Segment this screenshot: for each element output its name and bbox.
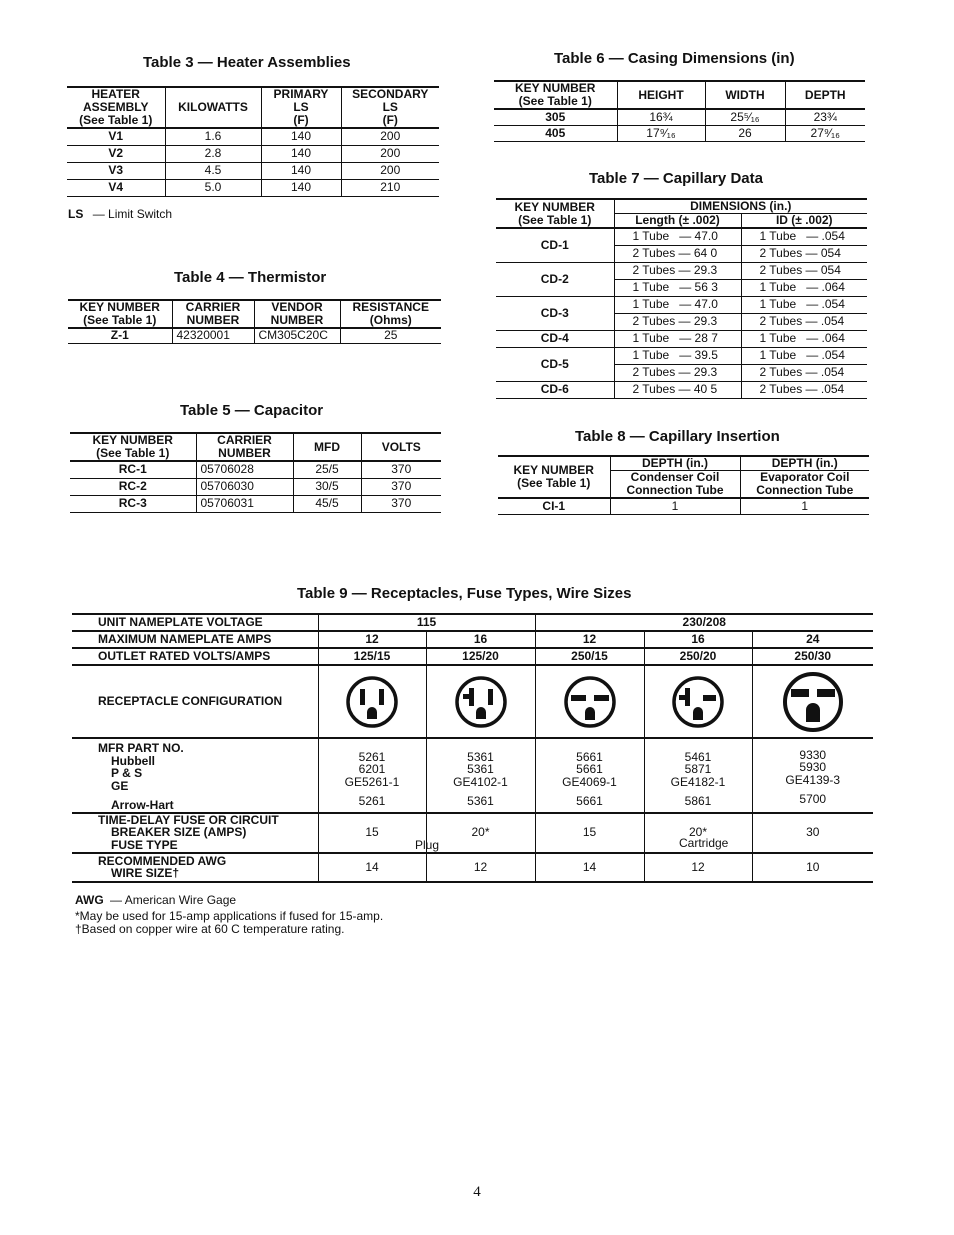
t7-length-cell: 1 Tube — 39.5 [614, 347, 741, 364]
mfr-part: 5361 [467, 794, 494, 809]
header-line: (Ohms) [369, 313, 412, 327]
t7-group-header: DIMENSIONS (in.) [614, 199, 867, 214]
fuse-row [72, 813, 873, 853]
nema-6-30-receptacle-icon [781, 670, 845, 734]
mfr-row [72, 738, 873, 813]
amps-cell: 12 [318, 631, 426, 648]
fuse-cell: 20* [644, 813, 752, 853]
t3-cell: 210 [341, 179, 439, 196]
table7 [496, 198, 867, 399]
t5-header-0 [70, 433, 196, 461]
receptacle-cell [752, 665, 873, 738]
t7-id-cell: 1 Tube — .054 [741, 296, 867, 313]
t3-cell: V1 [67, 128, 165, 145]
t7-id-cell: 2 Tubes — 054 [741, 245, 867, 262]
t6-header-0 [494, 81, 617, 109]
awg-label-line: WIRE SIZE† [111, 866, 180, 880]
t4-header-3 [340, 300, 441, 328]
t7-key-header-line: (See Table 1) [518, 212, 592, 227]
t7-id-cell: 2 Tubes — .054 [741, 313, 867, 330]
t3-cell: 200 [341, 145, 439, 162]
table9-title: Table 9 — Receptacles, Fuse Types, Wire Sizes [297, 585, 632, 602]
table-row [496, 330, 867, 347]
voltage-230-208: 230/208 [535, 614, 873, 631]
mfr-part: 6201 [358, 762, 386, 777]
mfr-cell [535, 738, 644, 813]
fuse-type-plug: Plug [415, 838, 440, 852]
t8-sub-line: Condenser Coil [630, 470, 720, 484]
receptacle-cell [426, 665, 535, 738]
table3 [67, 86, 439, 197]
header-line: MFD [314, 439, 340, 454]
table8 [498, 455, 869, 515]
outlet-cell: 125/15 [318, 648, 426, 665]
fuse-cell: 30 [752, 813, 873, 853]
voltage-115: 115 [318, 614, 535, 631]
t5-header-1 [196, 433, 293, 461]
t3-cell: 1.6 [165, 128, 261, 145]
t7-length-cell: 1 Tube — 47.0 [614, 228, 741, 245]
header-line: NUMBER [186, 313, 240, 327]
t5-cell: 25/5 [293, 461, 361, 478]
outlet-row [72, 648, 873, 665]
t6-header-3 [785, 81, 865, 109]
t5-cell: RC-2 [70, 478, 196, 495]
awg-footnote-key: AWG [75, 893, 104, 907]
table-row [498, 498, 869, 514]
t5-cell: 370 [361, 478, 441, 495]
nema-6-15-receptacle-icon [562, 674, 618, 730]
t6-cell: 305 [494, 109, 617, 125]
t4-header-0 [68, 300, 172, 328]
table-row [68, 328, 441, 343]
fuse-label-line: FUSE TYPE [111, 837, 178, 852]
awg-cell: 14 [318, 853, 426, 882]
outlet-cell: 250/30 [752, 648, 873, 665]
mfr-label-line: Arrow-Hart [111, 798, 174, 812]
t8-condenser-sub-header [610, 471, 740, 499]
dagger-footnote: †Based on copper wire at 60 C temperature rating. [75, 922, 345, 936]
t6-cell: 23¾ [785, 109, 865, 125]
t5-cell: 05706030 [196, 478, 293, 495]
t3-cell: V2 [67, 145, 165, 162]
t7-key-cell: CD-4 [496, 330, 614, 347]
t8-sub-line: Connection Tube [756, 483, 854, 497]
t6-header-1 [617, 81, 705, 109]
mfr-part: 5871 [684, 762, 712, 777]
t5-cell: 45/5 [293, 495, 361, 512]
awg-cell: 10 [752, 853, 873, 882]
fuse-label [72, 813, 318, 853]
mfr-part: GE4102-1 [453, 774, 508, 789]
fuse-cell: 15 [318, 813, 426, 853]
table9 [72, 613, 873, 883]
mfr-part: 5361 [467, 749, 494, 764]
t7-id-cell: 2 Tubes — .054 [741, 364, 867, 381]
header-line: (See Table 1) [518, 94, 592, 108]
header-line: CARRIER [217, 433, 272, 447]
outlet-label: OUTLET RATED VOLTS/AMPS [72, 648, 318, 665]
header-line: HEIGHT [638, 87, 684, 102]
fuse-type-cartridge: Cartridge [679, 836, 729, 850]
header-line: (F) [382, 113, 398, 127]
t3-cell: V3 [67, 162, 165, 179]
table5 [70, 432, 441, 513]
amps-cell: 12 [535, 631, 644, 648]
fuse-label-line: TIME-DELAY FUSE OR CIRCUIT [98, 812, 279, 827]
t5-cell: RC-3 [70, 495, 196, 512]
awg-label-line: RECOMMENDED AWG [98, 853, 227, 868]
t8-evaporator-depth-header: DEPTH (in.) [740, 456, 869, 471]
t5-cell: 05706028 [196, 461, 293, 478]
header-line: HEATER [91, 87, 140, 101]
t7-length-cell: 2 Tubes — 40 5 [614, 381, 741, 398]
t4-cell: CM305C20C [254, 328, 340, 343]
t7-length-cell: 2 Tubes — 64 0 [614, 245, 741, 262]
t7-key-cell: CD-6 [496, 381, 614, 398]
nema-5-15-receptacle-icon [344, 674, 400, 730]
awg-cell: 12 [644, 853, 752, 882]
awg-cell: 12 [426, 853, 535, 882]
mfr-cell [426, 738, 535, 813]
t4-header-1 [172, 300, 254, 328]
t7-length-cell: 2 Tubes — 29.3 [614, 313, 741, 330]
header-line: KEY NUMBER [92, 433, 173, 447]
table-row [496, 296, 867, 313]
amps-cell: 24 [752, 631, 873, 648]
t7-key-cell: CD-5 [496, 347, 614, 381]
mfr-part: GE4182-1 [670, 774, 726, 789]
t7-length-cell: 1 Tube — 28 7 [614, 330, 741, 347]
t3-cell: 4.5 [165, 162, 261, 179]
table-row [70, 461, 441, 478]
mfr-part: GE5261-1 [344, 774, 400, 789]
mfr-part: 5930 [799, 760, 827, 775]
t6-header-2 [705, 81, 785, 109]
t7-id-cell: 1 Tube — .064 [741, 279, 867, 296]
header-line: KEY NUMBER [79, 300, 160, 314]
table3-title: Table 3 — Heater Assemblies [143, 54, 351, 71]
t3-cell: 140 [261, 162, 341, 179]
table6-title: Table 6 — Casing Dimensions (in) [554, 50, 795, 67]
t7-key-header [496, 199, 614, 228]
mfr-label-line: Hubbell [111, 753, 155, 768]
header-line: NUMBER [270, 313, 324, 327]
header-line: DEPTH [804, 87, 846, 102]
t3-cell: 140 [261, 128, 341, 145]
header-line: KILOWATTS [178, 100, 248, 114]
mfr-part: 5461 [684, 749, 712, 764]
header-line: LS [293, 100, 309, 114]
receptacle-row [72, 665, 873, 738]
mfr-part: 5261 [358, 749, 386, 764]
ls-footnote-key: LS [68, 207, 84, 221]
mfr-part: 5661 [576, 762, 603, 777]
t7-id-cell: 1 Tube — .064 [741, 330, 867, 347]
t3-cell: 200 [341, 128, 439, 145]
t3-header-2 [261, 87, 341, 128]
amps-cell: 16 [426, 631, 535, 648]
t5-cell: 05706031 [196, 495, 293, 512]
t7-length-cell: 1 Tube — 56 3 [614, 279, 741, 296]
header-line: KEY NUMBER [515, 81, 596, 95]
mfr-part: 5661 [576, 749, 603, 764]
mfr-cell [644, 738, 752, 813]
t7-id-cell: 1 Tube — .054 [741, 347, 867, 364]
header-line: PRIMARY [273, 87, 329, 101]
table-row [496, 262, 867, 279]
outlet-cell: 250/20 [644, 648, 752, 665]
table4-title: Table 4 — Thermistor [174, 269, 327, 286]
table-row [67, 145, 439, 162]
page-number: 4 [473, 1184, 481, 1200]
t3-header-1 [165, 87, 261, 128]
t8-evaporator-depth-cell: 1 [740, 498, 869, 514]
ls-footnote [68, 207, 172, 221]
t7-id-cell: 2 Tubes — .054 [741, 381, 867, 398]
t7-length-cell: 2 Tubes — 29.3 [614, 262, 741, 279]
t6-cell: 27⁹⁄₁₆ [785, 125, 865, 141]
mfr-cell [752, 738, 873, 813]
table-row [496, 347, 867, 364]
mfr-label-line: MFR PART NO. [98, 741, 184, 755]
header-line: VOLTS [381, 439, 421, 454]
t7-length-header: Length (± .002) [614, 214, 741, 229]
awg-row [72, 853, 873, 882]
t5-header-2 [293, 433, 361, 461]
max-amps-label: MAXIMUM NAMEPLATE AMPS [72, 631, 318, 648]
t6-cell: 26 [705, 125, 785, 141]
t3-cell: 2.8 [165, 145, 261, 162]
mfr-label-line: P & S [111, 766, 143, 780]
t3-cell: V4 [67, 179, 165, 196]
t7-key-cell: CD-2 [496, 262, 614, 296]
t6-cell: 405 [494, 125, 617, 141]
table-row [67, 179, 439, 196]
t5-cell: RC-1 [70, 461, 196, 478]
table-row [70, 495, 441, 512]
header-line: SECONDARY [352, 87, 429, 101]
receptacle-cell [318, 665, 426, 738]
mfr-part: 9330 [799, 747, 827, 762]
mfr-label-line: GE [111, 778, 129, 793]
table-row [496, 228, 867, 245]
table-row [67, 162, 439, 179]
t7-key-cell: CD-1 [496, 228, 614, 262]
header-line: VENDOR [271, 300, 323, 314]
mfr-part: 5861 [684, 794, 712, 809]
t5-cell: 370 [361, 461, 441, 478]
t3-header-0 [67, 87, 165, 128]
awg-footnote-text: — American Wire Gage [110, 893, 237, 907]
table8-title: Table 8 — Capillary Insertion [575, 428, 780, 445]
mfr-cell [318, 738, 426, 813]
awg-footnote [75, 893, 236, 907]
nema-5-20-receptacle-icon [453, 674, 509, 730]
t3-cell: 140 [261, 145, 341, 162]
t3-cell: 140 [261, 179, 341, 196]
t4-cell: Z-1 [68, 328, 172, 343]
header-line: WIDTH [725, 87, 765, 102]
t8-key-header-line: (See Table 1) [517, 476, 591, 490]
header-line: NUMBER [218, 446, 271, 460]
mfr-part: 5700 [799, 792, 827, 807]
t8-condenser-depth-header: DEPTH (in.) [610, 456, 740, 471]
table-row [70, 478, 441, 495]
t8-sub-line: Connection Tube [626, 483, 724, 497]
awg-cell: 14 [535, 853, 644, 882]
fuse-label-line: BREAKER SIZE (AMPS) [111, 825, 247, 840]
header-line: (See Table 1) [83, 313, 157, 327]
fuse-cell: 20* [426, 813, 535, 853]
t8-key-header [498, 456, 610, 498]
t8-condenser-depth-cell: 1 [610, 498, 740, 514]
unit-voltage-label: UNIT NAMEPLATE VOLTAGE [72, 614, 318, 631]
t3-cell: 200 [341, 162, 439, 179]
t8-key-cell: CI-1 [498, 498, 610, 514]
header-line: (F) [293, 113, 309, 127]
voltage-row [72, 614, 873, 631]
mfr-part: 5361 [467, 762, 494, 777]
amps-cell: 16 [644, 631, 752, 648]
t7-id-header: ID (± .002) [741, 214, 867, 229]
table6 [494, 80, 865, 142]
table-row [67, 128, 439, 145]
ls-footnote-text: — Limit Switch [92, 207, 173, 221]
t5-cell: 370 [361, 495, 441, 512]
t5-cell: 30/5 [293, 478, 361, 495]
receptacle-cell [535, 665, 644, 738]
t3-header-3 [341, 87, 439, 128]
table-row [494, 109, 865, 125]
awg-label [72, 853, 318, 882]
header-line: RESISTANCE [352, 300, 429, 314]
nema-6-20-receptacle-icon [670, 674, 726, 730]
t7-length-cell: 2 Tubes — 29.3 [614, 364, 741, 381]
t4-header-2 [254, 300, 340, 328]
table7-title: Table 7 — Capillary Data [589, 170, 763, 187]
mfr-part: 5261 [358, 794, 386, 809]
fuse-cell: 15 [535, 813, 644, 853]
table4 [68, 299, 441, 344]
t8-sub-line: Evaporator Coil [760, 470, 850, 484]
receptacle-cell [644, 665, 752, 738]
outlet-cell: 125/20 [426, 648, 535, 665]
table5-title: Table 5 — Capacitor [180, 402, 324, 419]
t7-key-cell: CD-3 [496, 296, 614, 330]
t8-evaporator-sub-header [740, 471, 869, 499]
outlet-cell: 250/15 [535, 648, 644, 665]
t6-cell: 25⁵⁄₁₆ [705, 109, 785, 125]
receptacle-label: RECEPTACLE CONFIGURATION [72, 665, 318, 738]
header-line: (See Table 1) [96, 446, 170, 460]
header-line: (See Table 1) [79, 113, 153, 127]
table-row [494, 125, 865, 141]
t6-cell: 16¾ [617, 109, 705, 125]
amps-row [72, 631, 873, 648]
t7-length-cell: 1 Tube — 47.0 [614, 296, 741, 313]
mfr-label [72, 738, 318, 813]
header-line: ASSEMBLY [82, 100, 149, 114]
mfr-part: GE4069-1 [562, 774, 617, 789]
t5-header-3 [361, 433, 441, 461]
header-line: CARRIER [185, 300, 241, 314]
t8-key-header-line: KEY NUMBER [513, 463, 594, 477]
t7-id-cell: 1 Tube — .054 [741, 228, 867, 245]
star-footnote: *May be used for 15-amp applications if fused for 15-amp. [75, 909, 384, 923]
mfr-part: GE4139-3 [785, 772, 841, 787]
t4-cell: 42320001 [172, 328, 254, 343]
mfr-part: 5661 [576, 794, 603, 809]
t7-key-header-line: KEY NUMBER [514, 199, 595, 214]
t4-cell: 25 [340, 328, 441, 343]
t3-cell: 5.0 [165, 179, 261, 196]
t7-id-cell: 2 Tubes — 054 [741, 262, 867, 279]
t6-cell: 17⁹⁄₁₆ [617, 125, 705, 141]
header-line: LS [382, 100, 398, 114]
table-row [496, 381, 867, 398]
